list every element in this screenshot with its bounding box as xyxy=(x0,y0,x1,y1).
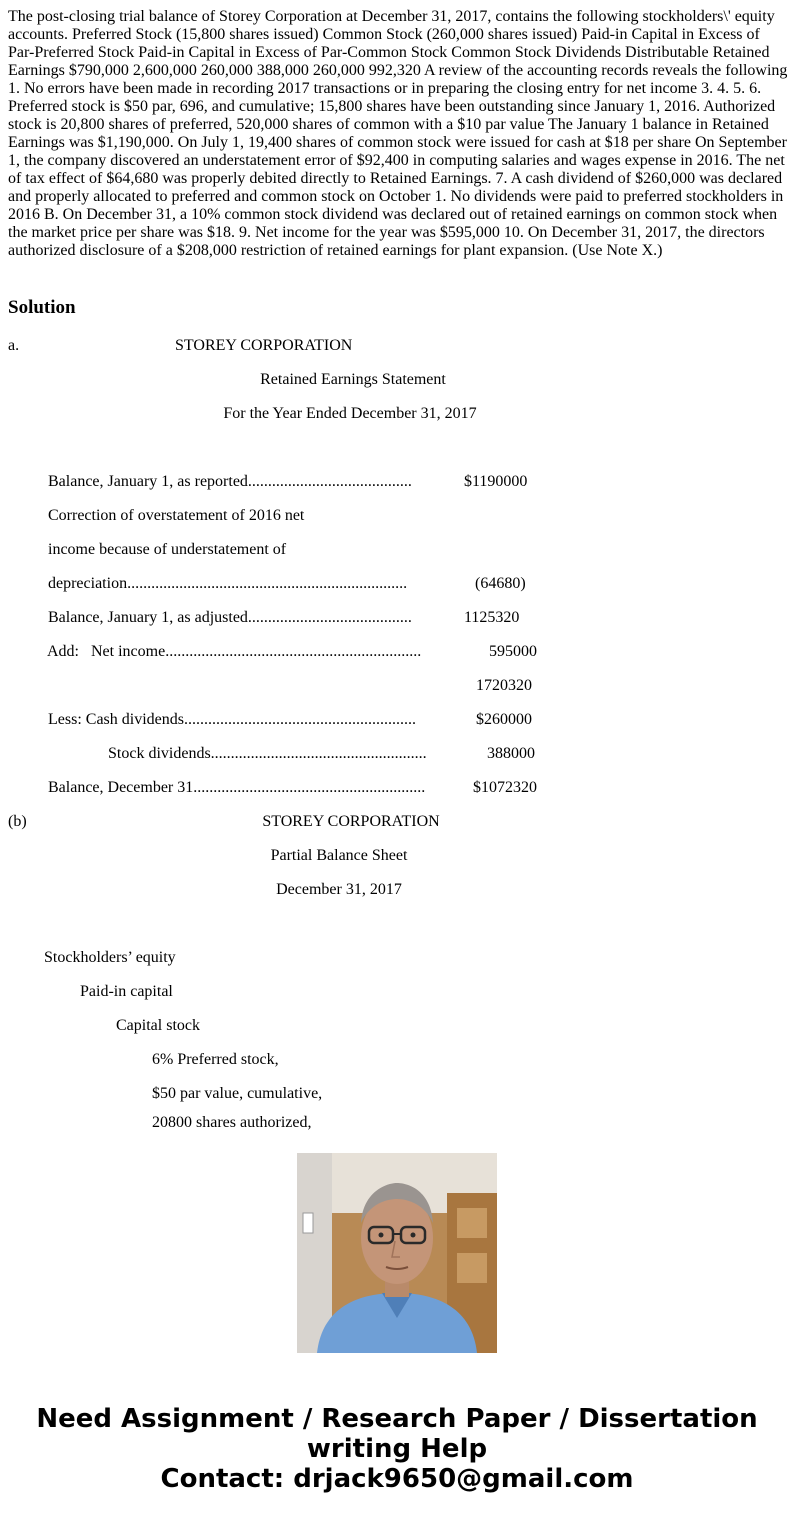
part-a-company: STOREY CORPORATION xyxy=(175,337,353,354)
re-row-amount: 1720320 xyxy=(476,677,532,694)
re-row-amount: 595000 xyxy=(489,643,537,660)
promo-banner xyxy=(0,1404,794,1494)
promo-line-1: Need Assignment / Research Paper / Dissertation xyxy=(36,1404,758,1434)
re-row-label: income because of understatement of xyxy=(48,541,287,558)
question-text: The post-closing trial balance of Storey Corporation at December 31, 2017, contains the following stockholders\' equity accounts. Preferred Stock (15,800 shares issued) Common Stock (260,000 shares issued) Paid-in Capital in Excess of Par-Preferred Stock Paid-in Capital in Excess of Par-Common Stock Common Stock Dividends Distributable Retained Earnings $790,000 2,600,000 260,000 388,000 260,000 992,320 A review of the accounting records reveals the following 1. No errors have been made in recording 2017 transactions or in preparing the closing entry for net income 3. 4. 5. 6. Preferred stock is $50 par, 696, and cumulative; 15,800 shares have been outstanding since January 1, 2016. Authorized stock is 20,800 shares of preferred, 520,000 shares of common with a $10 par value The January 1 balance in Retained Earnings was $1,190,000. On July 1, 19,400 shares of common stock were issued for cash at $18 per share On September 1, the company discovered an understatement error of $92,400 in computing salaries and wages expense in 2016. The net of tax effect of $64,680 was properly debited directly to Retained Earnings. 7. A cash dividend of $260,000 was declared and properly allocated to preferred and common stock on October 1. No dividends were paid to preferred stockholders in 2016 B. On December 31, a 10% common stock dividend was declared out of retained earnings on common stock when the market price per share was $18. 9. Net income for the year was $595,000 10. On December 31, 2017, the directors authorized disclosure of a $208,000 restriction of retained earnings for plant expansion. (Use Note X.) xyxy=(8,8,788,259)
promo-contact: Contact: drjack9650@gmail.com xyxy=(160,1464,634,1494)
balance-sheet-line: 20800 shares authorized, xyxy=(152,1114,312,1131)
part-a-period: For the Year Ended December 31, 2017 xyxy=(223,405,477,422)
re-row-label: Less: Cash dividends.......................................................... xyxy=(48,711,416,728)
re-row-label: Correction of overstatement of 2016 net xyxy=(48,507,305,524)
balance-sheet-line: $50 par value, cumulative, xyxy=(152,1085,323,1102)
re-row-label: Balance, December 31.......................................................... xyxy=(48,779,426,796)
part-b-label: (b) xyxy=(8,813,27,830)
balance-sheet-line: 6% Preferred stock, xyxy=(152,1051,279,1068)
re-row-amount: $260000 xyxy=(476,711,532,728)
re-row-amount: 388000 xyxy=(487,745,535,762)
solution-heading: Solution xyxy=(8,297,76,318)
re-row-amount: (64680) xyxy=(475,575,526,592)
avatar xyxy=(297,1153,497,1353)
promo-line-2: writing Help xyxy=(306,1434,488,1464)
part-b-company: STOREY CORPORATION xyxy=(262,813,440,830)
re-row-label: Stock dividends...................................................... xyxy=(108,745,427,762)
part-b-date: December 31, 2017 xyxy=(276,881,402,898)
re-row-label: Balance, January 1, as reported......................................... xyxy=(48,473,412,490)
tutor-photo xyxy=(297,1153,497,1353)
balance-sheet-line: Capital stock xyxy=(116,1017,200,1034)
solution-body xyxy=(0,330,794,1131)
part-a-statement-title: Retained Earnings Statement xyxy=(260,371,446,388)
part-b-statement-title: Partial Balance Sheet xyxy=(270,847,408,864)
re-row-amount: $1190000 xyxy=(464,473,528,490)
re-row-amount: 1125320 xyxy=(464,609,520,626)
re-row-label: Add: Net income................................................................ xyxy=(47,643,422,660)
balance-sheet-line: Stockholders’ equity xyxy=(44,949,176,966)
balance-sheet-line: Paid-in capital xyxy=(80,983,173,1000)
part-a-label: a. xyxy=(8,337,20,354)
re-row-label: Balance, January 1, as adjusted......................................... xyxy=(48,609,412,626)
re-row-amount: $1072320 xyxy=(473,779,537,796)
re-row-label: depreciation...................................................................... xyxy=(48,575,408,592)
